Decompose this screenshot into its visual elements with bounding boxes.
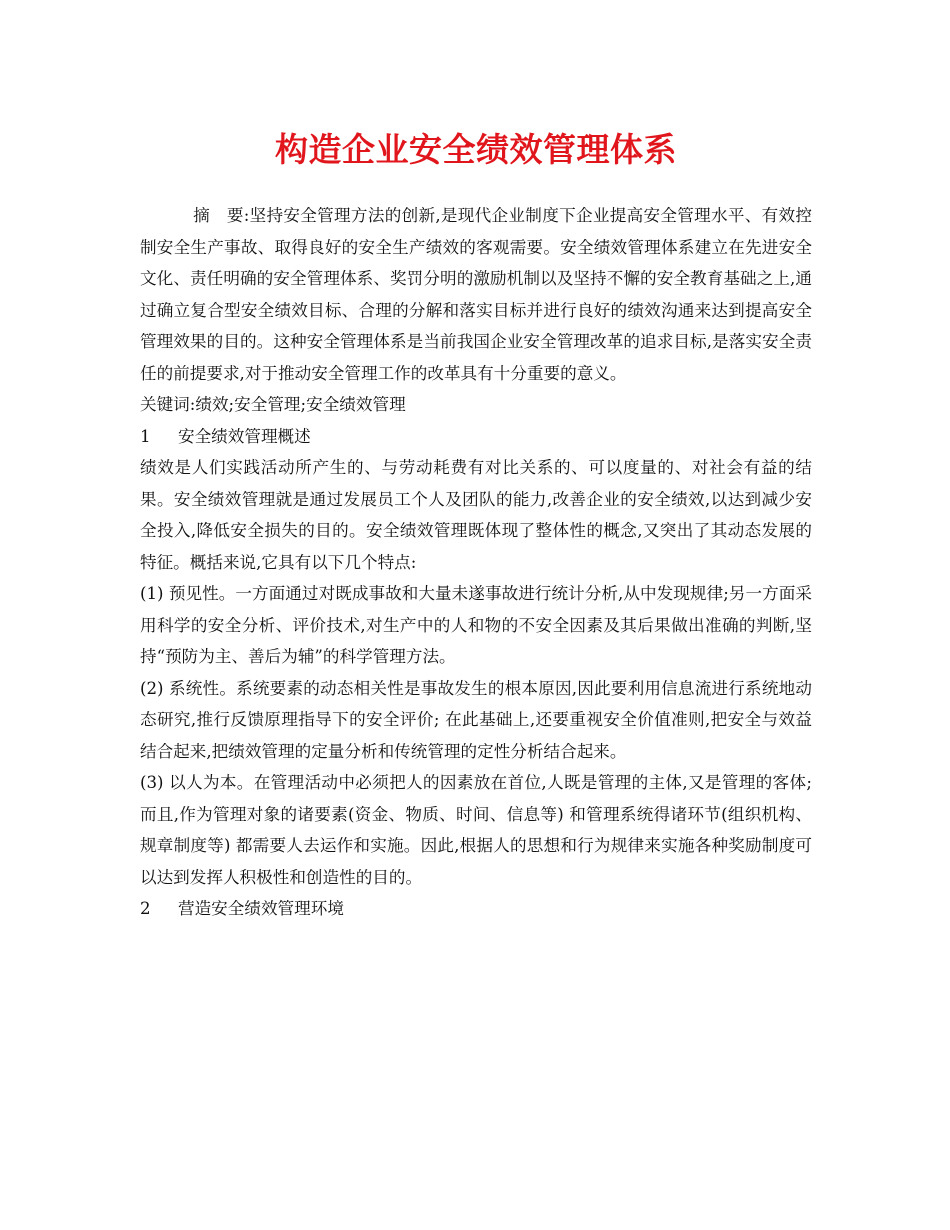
section-2-heading xyxy=(140,893,812,925)
abstract-text: :坚持安全管理方法的创新,是现代企业制度下企业提高安全管理水平、有效控制安全生产事故、取得良好的安全生产绩效的客观需要。安全绩效管理体系建立在先进安全文化、责任明确的安全管理体系、奖罚分明的激励机制以及坚持不懈的安全教育基础之上,通过确立复合型安全绩效目标、合理的分解和落实目标并进行良好的绩效沟通来达到提高安全管理效果的目的。这种安全管理体系是当前我国企业安全管理改革的追求目标,是落实安全责任的前提要求,对于推动安全管理工作的改革具有十分重要的意义。 xyxy=(140,206,813,383)
abstract-paragraph xyxy=(140,200,812,389)
list-item-1: (1) 预见性。一方面通过对既成事故和大量未遂事故进行统计分析,从中发现规律;另一方面采用科学的安全分析、评价技术,对生产中的人和物的不安全因素及其后果做出准确的判断,坚持“预防为主、善后为辅”的科学管理方法。 xyxy=(140,584,812,666)
list-item-2: (2) 系统性。系统要素的动态相关性是事故发生的根本原因,因此要利用信息流进行系统地动态研究,推行反馈原理指导下的安全评价; 在此基础上,还要重视安全价值准则,把安全与效益结合起来,把绩效管理的定量分析和传统管理的定性分析结合起来。 xyxy=(140,678,812,761)
section-1-number: 1 xyxy=(140,426,151,446)
section-1-heading xyxy=(140,421,812,453)
keywords-line: 关键词:绩效;安全管理;安全绩效管理 xyxy=(140,395,406,414)
section-2-number: 2 xyxy=(140,899,151,918)
document-page xyxy=(140,120,812,925)
section-2-title: 营造安全绩效管理环境 xyxy=(178,899,344,918)
section-1-title: 安全绩效管理概述 xyxy=(178,426,311,446)
abstract-label: 摘 要 xyxy=(193,206,244,225)
document-title: 构造企业安全绩效管理体系 xyxy=(275,130,677,169)
list-item-3: (3) 以人为本。在管理活动中必须把人的因素放在首位,人既是管理的主体,又是管理的客体;而且,作为管理对象的诸要素(资金、物质、时间、信息等) 和管理系统得诸环节(组织机构、规章制度等) 都需要人去运作和实施。因此,根据人的思想和行为规律来实施各种奖励制度可以达到发挥人积极性和创造性的目的。 xyxy=(140,773,812,887)
section-1-intro: 绩效是人们实践活动所产生的、与劳动耗费有对比关系的、可以度量的、对社会有益的结果。安全绩效管理就是通过发展员工个人及团队的能力,改善企业的安全绩效,以达到减少安全投入,降低安全损失的目的。安全绩效管理既体现了整体性的概念,又突出了其动态发展的特征。概括来说,它具有以下几个特点: xyxy=(140,458,812,572)
